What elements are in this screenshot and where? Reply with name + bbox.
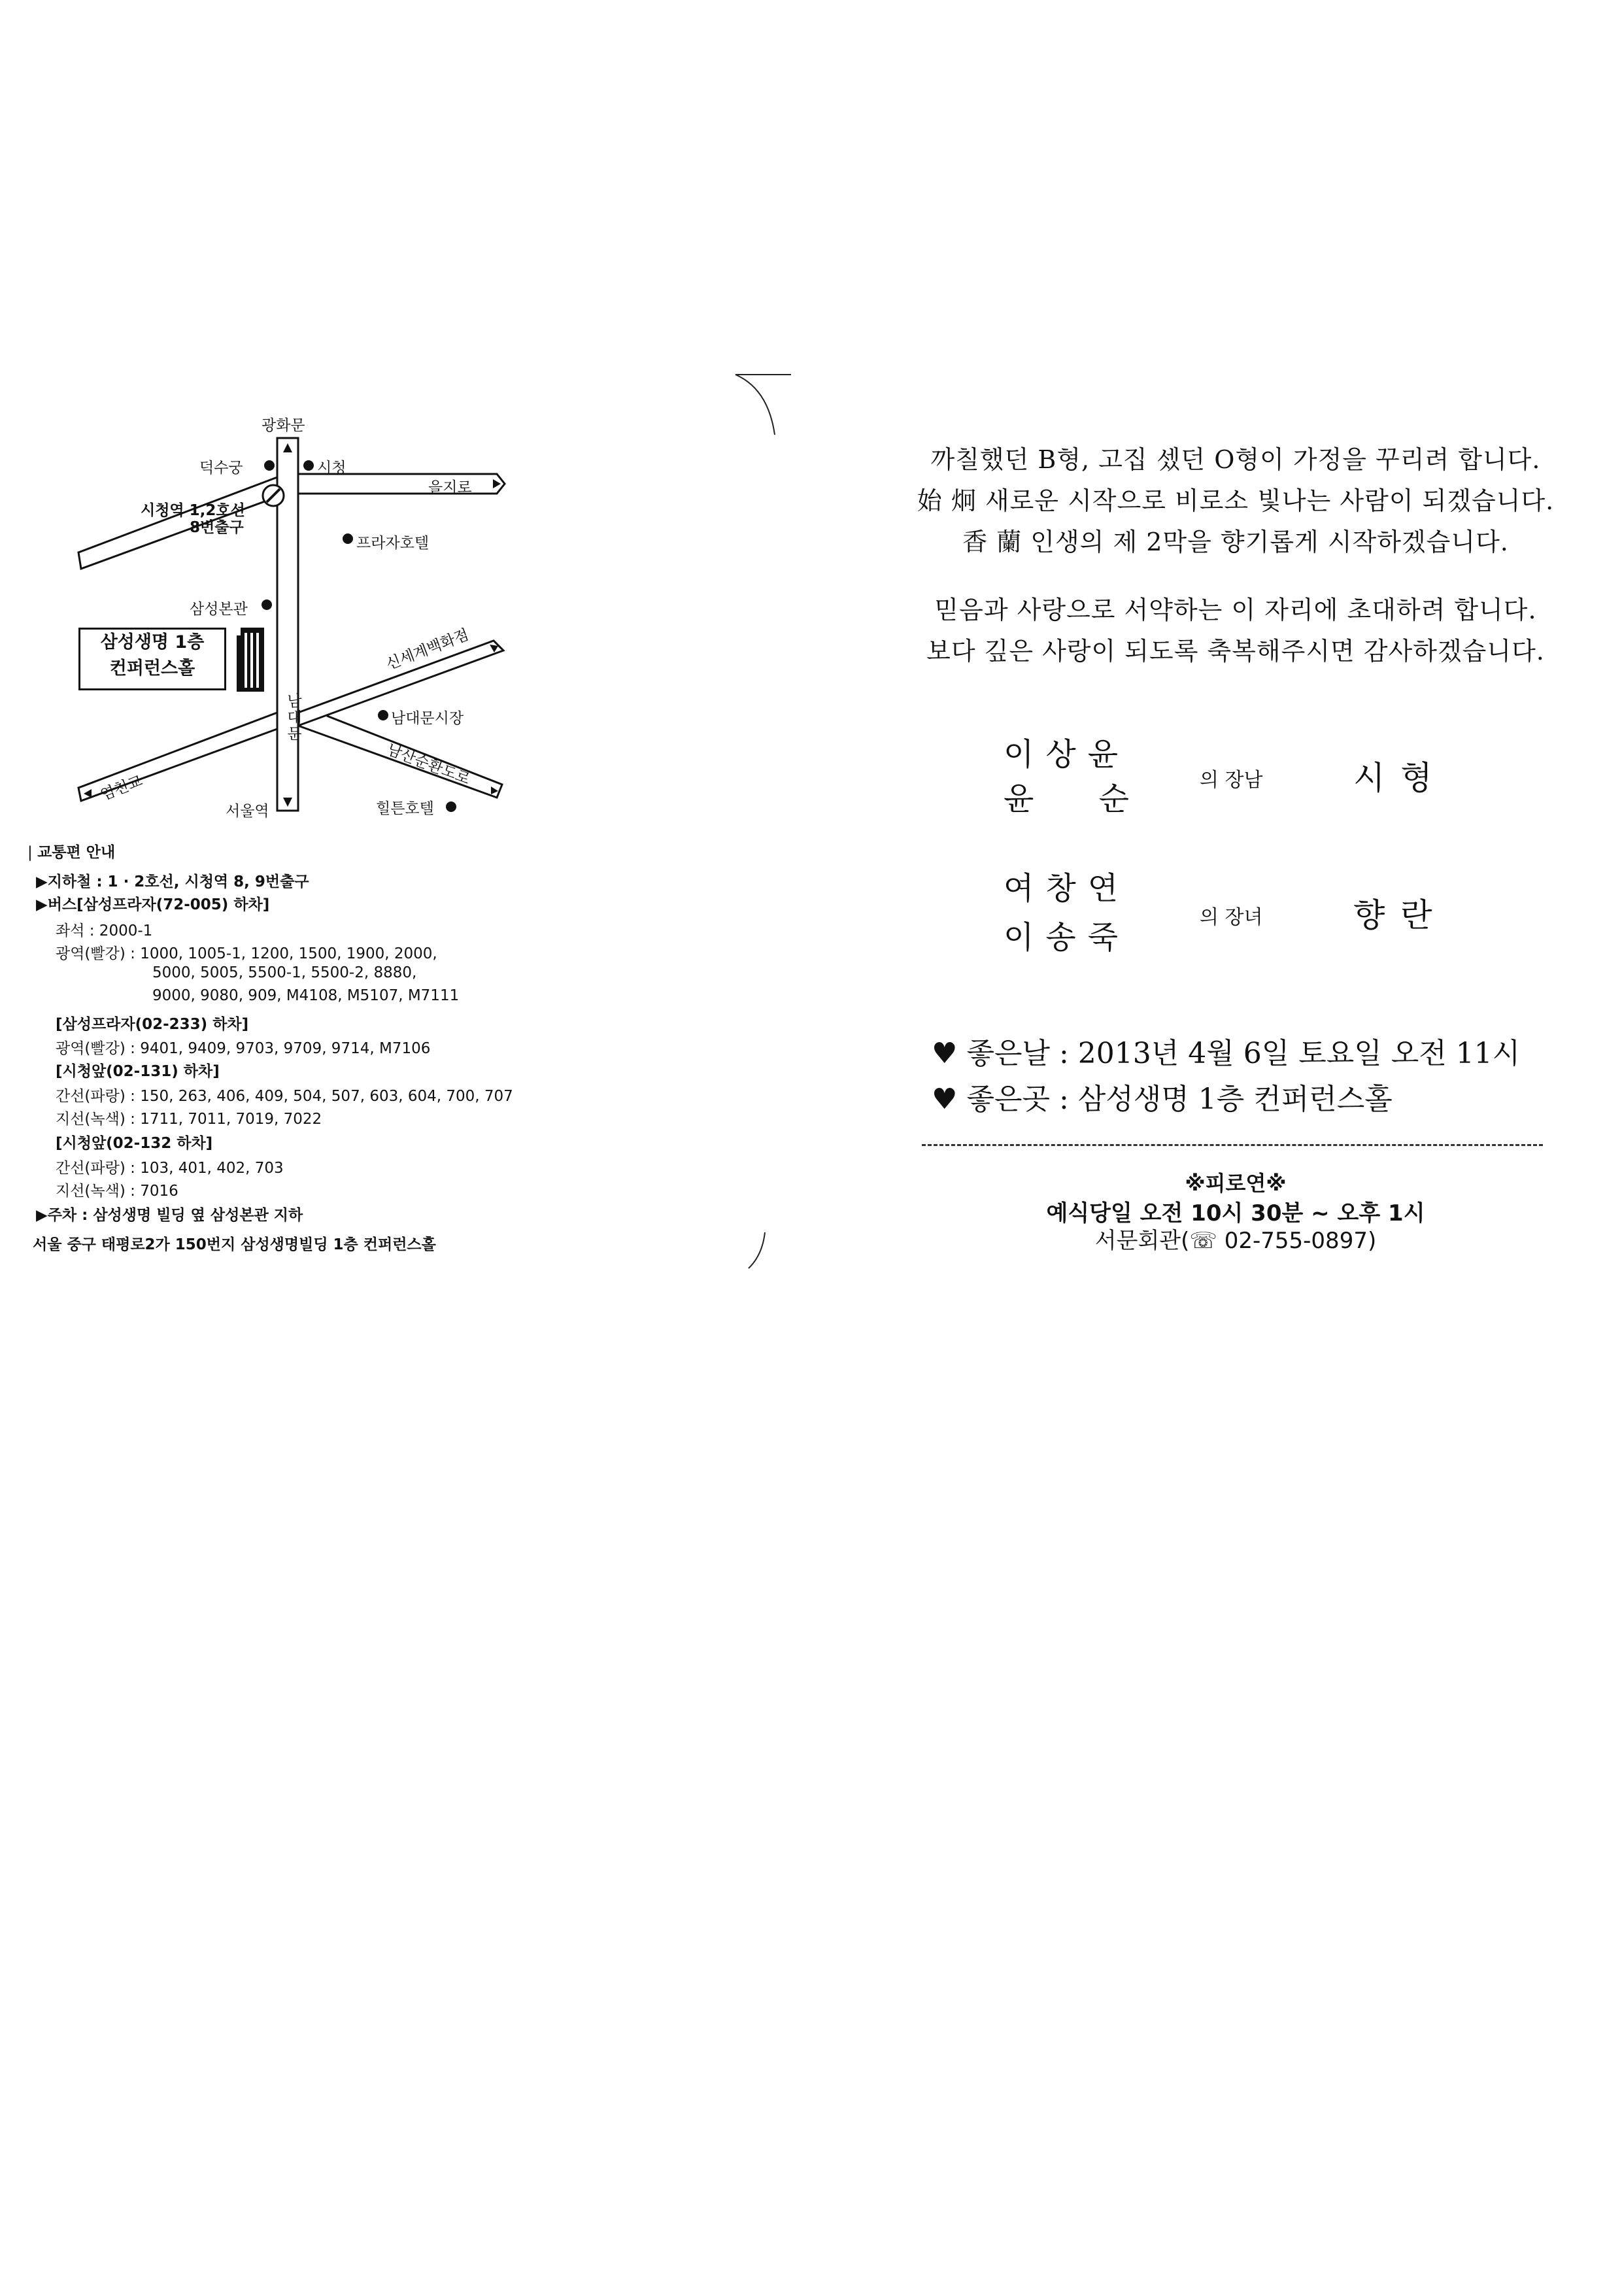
reception-venue: 서문회관(☏ 02-755-0897) — [1094, 1228, 1377, 1254]
arrow-left-icon — [84, 789, 92, 798]
place-text: 좋은곳 : 삼성생명 1층 컨퍼런스홀 — [966, 1083, 1393, 1116]
label-station: 시청역 1,2호선 — [141, 502, 245, 519]
groom-name: 시형 — [1353, 759, 1448, 797]
bus-header: ▶버스[삼성프라자(72-005) 하차] — [36, 896, 270, 913]
arrow-down-icon — [283, 798, 292, 807]
label-deoksugung: 덕수궁 — [199, 460, 243, 477]
venue-line2: 컨퍼런스홀 — [109, 658, 195, 679]
transport-title — [27, 840, 115, 862]
landmark-dot — [343, 533, 353, 544]
label-yeomcheongyo: 염천교 — [98, 772, 145, 804]
label-city-hall: 시청 — [317, 460, 346, 477]
landmark-dot — [303, 460, 314, 471]
bus-line: 간선(파랑) : 150, 263, 406, 409, 504, 507, 603, 604, 700, 707 — [56, 1088, 513, 1105]
reception-title: ※피로연※ — [1185, 1171, 1287, 1196]
subway-station-icon — [263, 485, 284, 506]
arrow-right-icon — [490, 645, 498, 652]
crop-mark — [729, 369, 794, 441]
groom-relation: 의 장남 — [1200, 769, 1263, 792]
arrow-right-icon — [493, 479, 501, 488]
bus-line: 광역(빨강) : 9401, 9409, 9703, 9709, 9714, M7106 — [56, 1040, 431, 1057]
landmark-dot — [446, 802, 456, 812]
label-plaza-hotel: 프라자호텔 — [356, 535, 430, 552]
place-line — [932, 1075, 1393, 1117]
bus-line: 지선(녹색) : 1711, 7011, 7019, 7022 — [56, 1111, 322, 1128]
stop-header: [시청앞(02-132 하차] — [56, 1135, 213, 1152]
bride-father-name: 여창연 — [1004, 870, 1130, 907]
bus-line: 광역(빨강) : 1000, 1005-1, 1200, 1500, 1900, 2000, — [56, 945, 437, 962]
bus-line: 5000, 5005, 5500-1, 5500-2, 8880, — [152, 964, 417, 981]
landmark-dot — [378, 710, 388, 720]
label-namsan-road: 남산순환도로 — [384, 741, 473, 788]
divider — [922, 1144, 1543, 1146]
landmark-dot — [262, 599, 272, 610]
label-gwanghwamun: 광화문 — [262, 417, 305, 434]
crop-mark — [745, 1229, 771, 1275]
stop-header: [시청앞(02-131) 하차] — [56, 1063, 220, 1080]
message-line: 믿음과 사랑으로 서약하는 이 자리에 초대하려 합니다. — [934, 596, 1537, 624]
bride-name: 향란 — [1353, 896, 1448, 934]
label-euljiro: 을지로 — [428, 479, 472, 496]
date-line — [932, 1030, 1520, 1072]
message-line: 香 蘭 인생의 제 2막을 향기롭게 시작하겠습니다. — [962, 528, 1509, 556]
title-bar: | — [27, 844, 38, 861]
bus-line: 9000, 9080, 909, M4108, M5107, M7111 — [152, 987, 460, 1004]
label-exit: 8번출구 — [190, 519, 244, 536]
venue-box — [78, 628, 226, 690]
label-shinsegae: 신세계백화점 — [384, 626, 471, 673]
arrow-right-icon — [491, 786, 498, 794]
label-samsung-hq: 삼성본관 — [190, 601, 248, 618]
message-line: 까칠했던 B형, 고집 셌던 O형이 가정을 꾸리려 합니다. — [930, 445, 1541, 474]
subway-info: ▶지하철 : 1 · 2호선, 시청역 8, 9번출구 — [36, 873, 309, 890]
message-line: 보다 깊은 사랑이 되도록 축복해주시면 감사하겠습니다. — [926, 637, 1545, 666]
transport-title-text: 교통편 안내 — [37, 844, 116, 861]
heart-icon: ♥ — [932, 1083, 958, 1116]
bus-line: 간선(파랑) : 103, 401, 402, 703 — [56, 1160, 284, 1177]
reception-time: 예식당일 오전 10시 30분 ~ 오후 1시 — [1046, 1200, 1425, 1226]
message-line: 始 炯 새로운 시작으로 비로소 빛나는 사람이 되겠습니다. — [917, 486, 1555, 515]
road-map-graphic — [65, 392, 523, 824]
arrow-up-icon — [283, 443, 292, 452]
label-namdaemun-market: 남대문시장 — [391, 710, 464, 727]
venue-address: 서울 중구 태평로2가 150번지 삼성생명빌딩 1층 컨퍼런스홀 — [33, 1236, 436, 1253]
road-west-diagonal — [78, 477, 277, 569]
label-namdaemun-road: 남대문 — [284, 693, 301, 742]
label-seoul-station: 서울역 — [226, 803, 269, 820]
stop-header: [삼성프라자(02-233) 하차] — [56, 1016, 249, 1033]
bus-line: 지선(녹색) : 7016 — [56, 1183, 178, 1200]
venue-line1: 삼성생명 1층 — [100, 632, 205, 652]
date-text: 좋은날 : 2013년 4월 6일 토요일 오전 11시 — [966, 1037, 1521, 1070]
label-hilton: 힐튼호텔 — [376, 800, 434, 817]
bus-line: 좌석 : 2000-1 — [56, 922, 153, 939]
landmark-dot — [264, 460, 275, 471]
groom-father-name: 이상윤 — [1004, 736, 1130, 773]
groom-mother-name: 윤 순 — [1004, 781, 1157, 817]
heart-icon: ♥ — [932, 1037, 958, 1070]
parking-info: ▶주차 : 삼성생명 빌딩 옆 삼성본관 지하 — [36, 1207, 303, 1224]
bride-mother-name: 이송죽 — [1004, 919, 1130, 956]
bride-relation: 의 장녀 — [1200, 906, 1263, 929]
